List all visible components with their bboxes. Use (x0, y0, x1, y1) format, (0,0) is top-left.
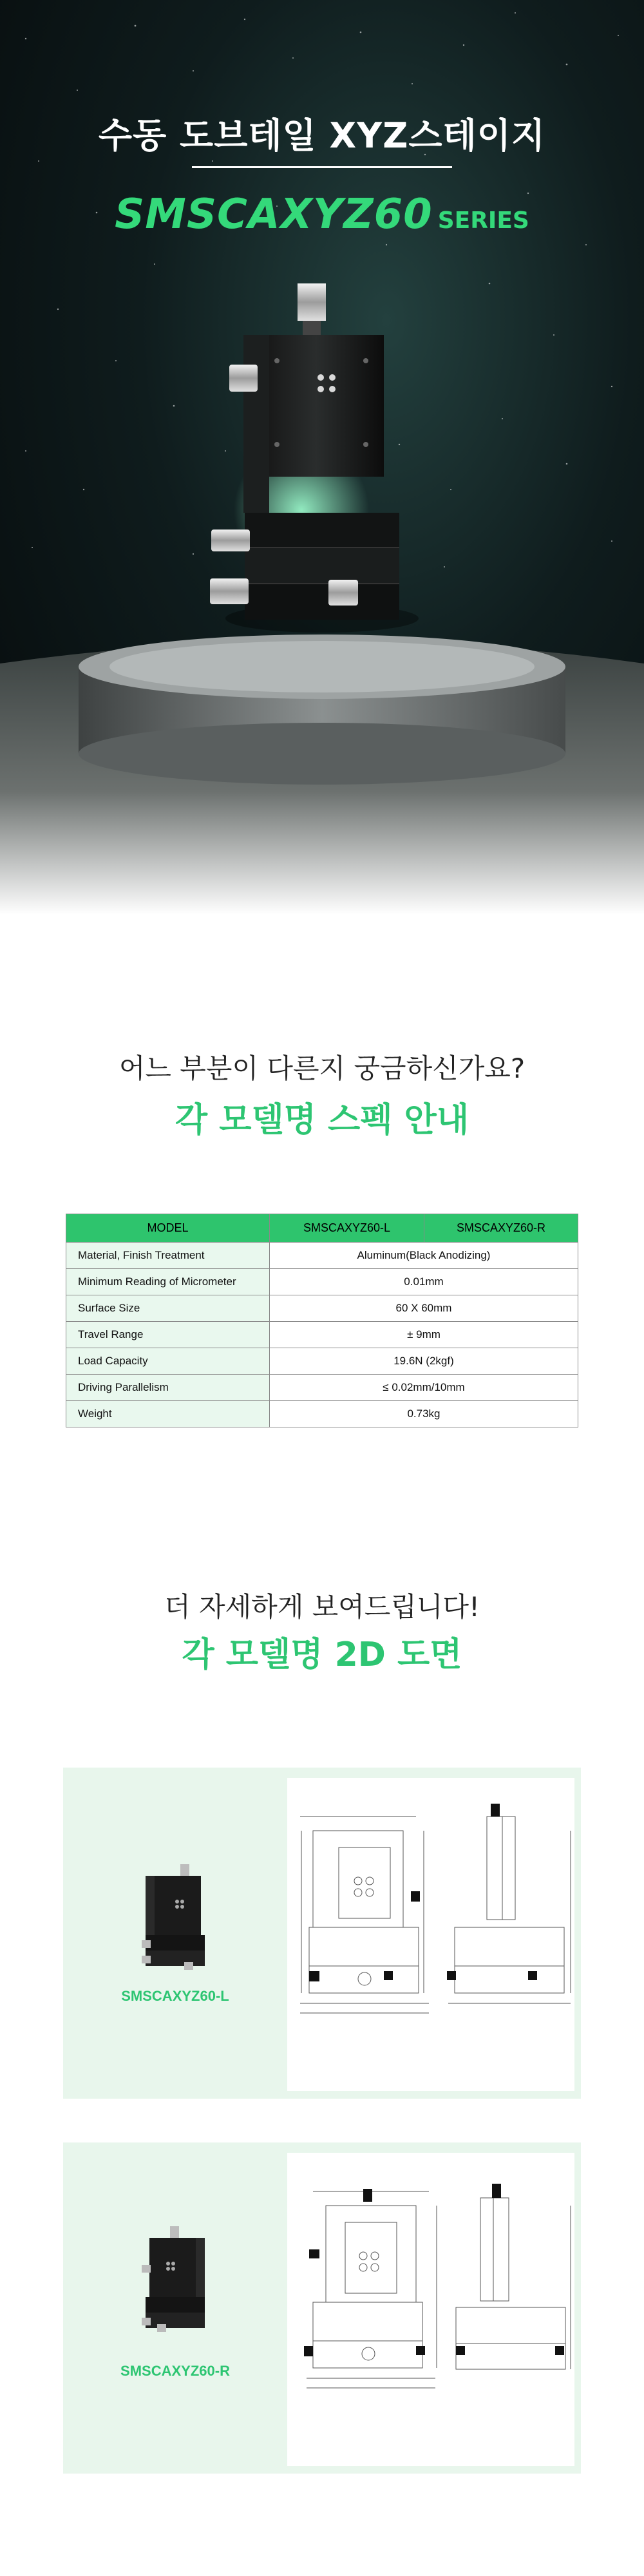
table-row (66, 1322, 578, 1348)
spec-value: ± 9mm (270, 1322, 578, 1348)
spec-value: ≤ 0.02mm/10mm (270, 1375, 578, 1401)
spec-label: Material, Finish Treatment (66, 1243, 270, 1269)
table-row (66, 1243, 578, 1269)
table-row (66, 1348, 578, 1375)
spec-label: Load Capacity (66, 1348, 270, 1375)
spec-label: Minimum Reading of Micrometer (66, 1269, 270, 1295)
drawing-card-left-model (63, 1768, 581, 2099)
table-row (66, 1401, 578, 1427)
hero-series-label: SERIES (437, 207, 529, 234)
spec-value: 0.01mm (270, 1269, 578, 1295)
spec-label: Weight (66, 1401, 270, 1427)
hero-title: 수동 도브테일 XYZ스테이지 (98, 115, 546, 156)
spec-label: Surface Size (66, 1295, 270, 1322)
spec-table-header-row (66, 1214, 578, 1243)
spec-value: 60 X 60mm (270, 1295, 578, 1322)
drawing-question-text: 더 자세하게 보여드립니다! (164, 1591, 480, 1623)
hero-banner (0, 0, 644, 915)
spec-col-right-model: SMSCAXYZ60-R (424, 1214, 578, 1243)
drawing-model-label: SMSCAXYZ60-L (121, 1988, 229, 2004)
product-thumbnail-right (142, 2226, 209, 2346)
spec-table (66, 1214, 578, 1427)
drawing-model-label: SMSCAXYZ60-R (120, 2363, 230, 2379)
drawing-linework-left (287, 1778, 574, 2091)
drawing-heading: 각 모델명 2D 도면 (182, 1636, 462, 1674)
table-row (66, 1295, 578, 1322)
spec-col-left-model: SMSCAXYZ60-L (270, 1214, 424, 1243)
drawing-card-right-model (63, 2142, 581, 2474)
spec-label: Travel Range (66, 1322, 270, 1348)
hero-model-name (0, 191, 644, 238)
product-thumbnail-left (142, 1864, 209, 1978)
table-row (66, 1375, 578, 1401)
hero-divider (192, 166, 452, 168)
spec-col-model: MODEL (66, 1214, 270, 1243)
technical-drawing-left (287, 1778, 574, 2091)
spec-label: Driving Parallelism (66, 1375, 270, 1401)
product-stage-scene (0, 245, 644, 915)
hero-model-code: SMSCAXYZ60 (115, 191, 433, 238)
spec-value: 19.6N (2kgf) (270, 1348, 578, 1375)
spec-value: Aluminum(Black Anodizing) (270, 1243, 578, 1269)
spec-value: 0.73kg (270, 1401, 578, 1427)
table-row (66, 1269, 578, 1295)
drawing-linework-right (287, 2153, 574, 2466)
spec-question-text: 어느 부분이 다른지 궁금하신가요? (118, 1053, 526, 1084)
spec-heading: 각 모델명 스펙 안내 (175, 1101, 469, 1140)
technical-drawing-right (287, 2153, 574, 2466)
